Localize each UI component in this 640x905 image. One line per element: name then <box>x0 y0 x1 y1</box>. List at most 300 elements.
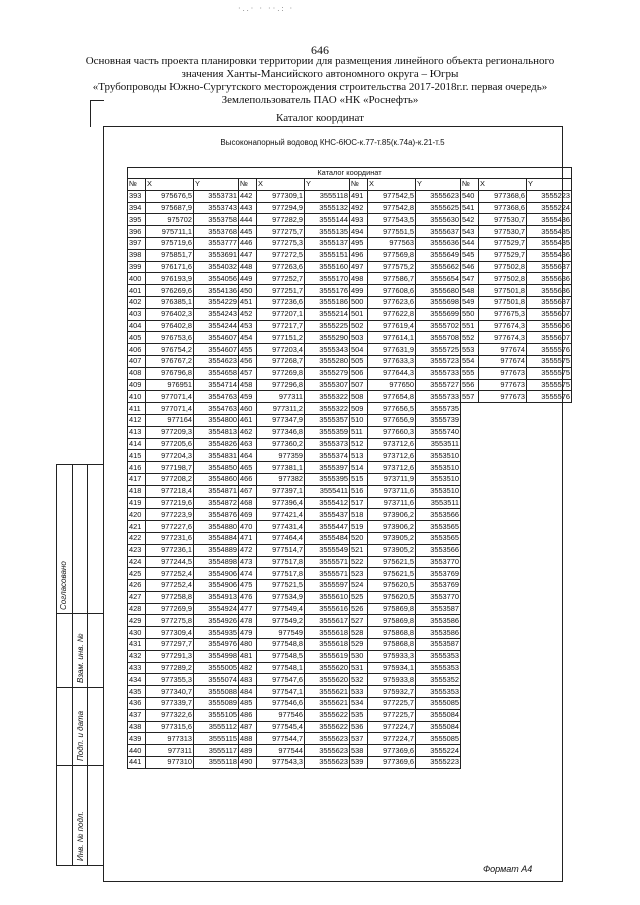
point-number: 410 <box>128 391 146 403</box>
point-number: 418 <box>128 485 146 497</box>
col-header-no: № <box>128 179 146 191</box>
x-coordinate: 977543,3 <box>257 757 305 769</box>
table-row <box>128 332 572 344</box>
x-coordinate: 977619,4 <box>368 320 416 332</box>
y-coordinate: 3555343 <box>305 344 350 356</box>
table-row <box>128 591 572 603</box>
y-coordinate: 3555117 <box>194 745 239 757</box>
point-number: 492 <box>350 202 368 214</box>
point-number: 465 <box>239 462 257 474</box>
y-coordinate: 3555623 <box>305 757 350 769</box>
y-coordinate: 3553586 <box>416 627 461 639</box>
col-header-y: Y <box>194 179 239 191</box>
x-coordinate: 977275,8 <box>146 615 194 627</box>
x-coordinate: 977530,7 <box>479 214 527 226</box>
x-coordinate: 977396,4 <box>257 497 305 509</box>
point-number: 414 <box>128 438 146 450</box>
table-row <box>128 355 572 367</box>
y-coordinate: 3553770 <box>416 591 461 603</box>
point-number: 400 <box>128 273 146 285</box>
point-number: 442 <box>239 190 257 202</box>
empty-cell <box>461 544 479 556</box>
x-coordinate: 977545,4 <box>257 721 305 733</box>
point-number: 484 <box>239 686 257 698</box>
x-coordinate: 977263,6 <box>257 261 305 273</box>
point-number: 460 <box>239 403 257 415</box>
table-row <box>128 367 572 379</box>
x-coordinate: 977236,1 <box>146 544 194 556</box>
x-coordinate: 977502,8 <box>479 273 527 285</box>
point-number: 417 <box>128 473 146 485</box>
table-row <box>128 627 572 639</box>
x-coordinate: 973906,2 <box>368 521 416 533</box>
point-number: 403 <box>128 308 146 320</box>
point-number: 416 <box>128 462 146 474</box>
x-coordinate: 977542,5 <box>368 190 416 202</box>
y-coordinate: 3555616 <box>305 603 350 615</box>
x-coordinate: 977205,6 <box>146 438 194 450</box>
point-number: 482 <box>239 662 257 674</box>
coordinate-table <box>127 167 572 769</box>
y-coordinate: 3553770 <box>416 556 461 568</box>
empty-cell <box>479 509 527 521</box>
y-coordinate: 3554926 <box>194 615 239 627</box>
point-number: 509 <box>350 403 368 415</box>
point-number: 478 <box>239 615 257 627</box>
empty-cell <box>461 403 479 415</box>
x-coordinate: 977501,8 <box>479 285 527 297</box>
table-row <box>128 556 572 568</box>
y-coordinate: 3555702 <box>416 320 461 332</box>
x-coordinate: 977368,6 <box>479 190 527 202</box>
point-number: 519 <box>350 521 368 533</box>
y-coordinate: 3554800 <box>194 414 239 426</box>
y-coordinate: 3553565 <box>416 532 461 544</box>
point-number: 488 <box>239 733 257 745</box>
point-number: 493 <box>350 214 368 226</box>
y-coordinate: 3554876 <box>194 509 239 521</box>
point-number: 456 <box>239 355 257 367</box>
empty-cell <box>461 521 479 533</box>
heading-line-2: значения Ханты-Мансийского автономного округа – Югры <box>181 68 459 80</box>
point-number: 495 <box>350 237 368 249</box>
point-number: 540 <box>461 190 479 202</box>
x-coordinate: 977269,8 <box>257 367 305 379</box>
y-coordinate: 3553510 <box>416 450 461 462</box>
y-coordinate: 3555723 <box>416 355 461 367</box>
x-coordinate: 977369,6 <box>368 757 416 769</box>
x-coordinate: 977251,7 <box>257 285 305 297</box>
point-number: 474 <box>239 568 257 580</box>
y-coordinate: 3555620 <box>305 674 350 686</box>
y-coordinate: 3555412 <box>305 497 350 509</box>
empty-cell <box>461 485 479 497</box>
y-coordinate: 3555436 <box>527 214 572 226</box>
y-coordinate: 3555623 <box>305 733 350 745</box>
empty-cell <box>479 532 527 544</box>
point-number: 511 <box>350 426 368 438</box>
point-number: 500 <box>350 296 368 308</box>
point-number: 555 <box>461 367 479 379</box>
point-number: 485 <box>239 698 257 710</box>
point-number: 508 <box>350 391 368 403</box>
point-number: 445 <box>239 226 257 238</box>
y-coordinate: 3553510 <box>416 462 461 474</box>
empty-cell <box>461 497 479 509</box>
y-coordinate: 3553511 <box>416 438 461 450</box>
x-coordinate: 977275,7 <box>257 226 305 238</box>
y-coordinate: 3555322 <box>305 391 350 403</box>
x-coordinate: 973712,6 <box>368 462 416 474</box>
empty-cell <box>479 473 527 485</box>
point-number: 463 <box>239 438 257 450</box>
x-coordinate: 975719,6 <box>146 237 194 249</box>
point-number: 397 <box>128 237 146 249</box>
y-coordinate: 3555214 <box>305 308 350 320</box>
point-number: 535 <box>350 709 368 721</box>
point-number: 427 <box>128 591 146 603</box>
y-coordinate: 3555132 <box>305 202 350 214</box>
heading-line-3: «Трубопроводы Южно-Сургутского месторождения строительства 2017-2018г.г. первая очередь» <box>92 81 548 93</box>
point-number: 436 <box>128 698 146 710</box>
x-coordinate: 976796,8 <box>146 367 194 379</box>
point-number: 449 <box>239 273 257 285</box>
empty-cell <box>479 591 527 603</box>
empty-cell <box>527 580 572 592</box>
x-coordinate: 976754,2 <box>146 344 194 356</box>
x-coordinate: 977236,6 <box>257 296 305 308</box>
empty-cell <box>461 662 479 674</box>
empty-cell <box>527 721 572 733</box>
x-coordinate: 977208,2 <box>146 473 194 485</box>
table-row <box>128 344 572 356</box>
table-row <box>128 403 572 415</box>
y-coordinate: 3555607 <box>527 332 572 344</box>
x-coordinate: 977252,4 <box>146 580 194 592</box>
x-coordinate: 977575,2 <box>368 261 416 273</box>
x-coordinate: 976767,2 <box>146 355 194 367</box>
frame-corner-tick-vertical <box>90 100 91 127</box>
table-row <box>128 320 572 332</box>
point-number: 440 <box>128 745 146 757</box>
point-number: 517 <box>350 497 368 509</box>
x-coordinate: 975933,8 <box>368 674 416 686</box>
empty-cell <box>479 674 527 686</box>
x-coordinate: 977529,7 <box>479 249 527 261</box>
x-coordinate: 977549 <box>257 627 305 639</box>
y-coordinate: 3554607 <box>194 344 239 356</box>
point-number: 429 <box>128 615 146 627</box>
empty-cell <box>527 556 572 568</box>
point-number: 443 <box>239 202 257 214</box>
x-coordinate: 977544,7 <box>257 733 305 745</box>
point-number: 551 <box>461 320 479 332</box>
x-coordinate: 977309,1 <box>257 190 305 202</box>
empty-cell <box>527 426 572 438</box>
table-row <box>128 662 572 674</box>
y-coordinate: 3554658 <box>194 367 239 379</box>
empty-cell <box>461 686 479 698</box>
point-number: 505 <box>350 355 368 367</box>
x-coordinate: 977294,9 <box>257 202 305 214</box>
heading-line-1: Основная часть проекта планировки территории для размещения линейного объекта регионального <box>85 55 555 67</box>
x-coordinate: 977517,8 <box>257 556 305 568</box>
x-coordinate: 976171,6 <box>146 261 194 273</box>
y-coordinate: 3555699 <box>416 308 461 320</box>
y-coordinate: 3555620 <box>305 662 350 674</box>
empty-cell <box>461 709 479 721</box>
empty-cell <box>461 568 479 580</box>
empty-cell <box>527 627 572 639</box>
point-number: 419 <box>128 497 146 509</box>
x-coordinate: 977548,1 <box>257 662 305 674</box>
point-number: 531 <box>350 662 368 674</box>
empty-cell <box>479 650 527 662</box>
x-coordinate: 975932,7 <box>368 686 416 698</box>
empty-cell <box>461 639 479 651</box>
x-coordinate: 975620,5 <box>368 580 416 592</box>
point-number: 470 <box>239 521 257 533</box>
x-coordinate: 975620,5 <box>368 591 416 603</box>
table-row <box>128 745 572 757</box>
x-coordinate: 977660,3 <box>368 426 416 438</box>
x-coordinate: 977656,9 <box>368 414 416 426</box>
x-coordinate: 977675,3 <box>479 308 527 320</box>
point-number: 506 <box>350 367 368 379</box>
table-row <box>128 733 572 745</box>
stamp-label-signature-date: Подп. и дата <box>76 710 85 761</box>
x-coordinate: 977514,7 <box>257 544 305 556</box>
stamp-column-label <box>57 465 73 865</box>
x-coordinate: 977252,4 <box>146 568 194 580</box>
x-coordinate: 976402,3 <box>146 308 194 320</box>
empty-cell <box>527 473 572 485</box>
y-coordinate: 3555637 <box>527 261 572 273</box>
empty-cell <box>527 757 572 769</box>
x-coordinate: 976193,9 <box>146 273 194 285</box>
empty-cell <box>527 485 572 497</box>
point-number: 557 <box>461 391 479 403</box>
x-coordinate: 977673 <box>479 379 527 391</box>
table-row <box>128 615 572 627</box>
table-row <box>128 639 572 651</box>
point-number: 425 <box>128 568 146 580</box>
point-number: 458 <box>239 379 257 391</box>
point-number: 409 <box>128 379 146 391</box>
empty-cell <box>461 414 479 426</box>
table-row <box>128 721 572 733</box>
x-coordinate: 977311,2 <box>257 403 305 415</box>
y-coordinate: 3553758 <box>194 214 239 226</box>
y-coordinate: 3554136 <box>194 285 239 297</box>
table-row <box>128 509 572 521</box>
x-coordinate: 977563 <box>368 237 416 249</box>
y-coordinate: 3555322 <box>305 403 350 415</box>
point-number: 536 <box>350 721 368 733</box>
y-coordinate: 3555733 <box>416 391 461 403</box>
y-coordinate: 3555597 <box>305 580 350 592</box>
point-number: 434 <box>128 674 146 686</box>
x-coordinate: 977359 <box>257 450 305 462</box>
empty-cell <box>461 580 479 592</box>
empty-cell <box>527 650 572 662</box>
table-row <box>128 249 572 261</box>
empty-cell <box>461 650 479 662</box>
empty-cell <box>527 403 572 415</box>
point-number: 512 <box>350 438 368 450</box>
y-coordinate: 3555447 <box>305 521 350 533</box>
y-coordinate: 3555005 <box>194 662 239 674</box>
point-number: 477 <box>239 603 257 615</box>
point-number: 438 <box>128 721 146 733</box>
empty-cell <box>479 438 527 450</box>
x-coordinate: 977310 <box>146 757 194 769</box>
point-number: 467 <box>239 485 257 497</box>
empty-cell <box>461 591 479 603</box>
table-row <box>128 226 572 238</box>
empty-cell <box>527 462 572 474</box>
empty-cell <box>479 568 527 580</box>
x-coordinate: 977296,8 <box>257 379 305 391</box>
x-coordinate: 977297,7 <box>146 639 194 651</box>
point-number: 530 <box>350 650 368 662</box>
y-coordinate: 3555307 <box>305 379 350 391</box>
y-coordinate: 3554763 <box>194 391 239 403</box>
x-coordinate: 977151,2 <box>257 332 305 344</box>
y-coordinate: 3553511 <box>416 497 461 509</box>
x-coordinate: 977650 <box>368 379 416 391</box>
x-coordinate: 977502,8 <box>479 261 527 273</box>
x-coordinate: 977614,1 <box>368 332 416 344</box>
x-coordinate: 977431,4 <box>257 521 305 533</box>
point-number: 510 <box>350 414 368 426</box>
y-coordinate: 3555118 <box>305 190 350 202</box>
empty-cell <box>479 615 527 627</box>
x-coordinate: 977534,9 <box>257 591 305 603</box>
y-coordinate: 3555437 <box>305 509 350 521</box>
table-row <box>128 686 572 698</box>
y-coordinate: 3555619 <box>305 650 350 662</box>
y-coordinate: 3555170 <box>305 273 350 285</box>
empty-cell <box>461 438 479 450</box>
empty-cell <box>461 674 479 686</box>
y-coordinate: 3555575 <box>527 367 572 379</box>
y-coordinate: 3555708 <box>416 332 461 344</box>
y-coordinate: 3554032 <box>194 261 239 273</box>
point-number: 516 <box>350 485 368 497</box>
y-coordinate: 3555654 <box>416 273 461 285</box>
y-coordinate: 3555623 <box>305 745 350 757</box>
x-coordinate: 977623,6 <box>368 296 416 308</box>
point-number: 522 <box>350 556 368 568</box>
x-coordinate: 976269,6 <box>146 285 194 297</box>
point-number: 496 <box>350 249 368 261</box>
point-number: 486 <box>239 709 257 721</box>
empty-cell <box>527 532 572 544</box>
col-header-y: Y <box>416 179 461 191</box>
y-coordinate: 3554998 <box>194 650 239 662</box>
x-coordinate: 977673 <box>479 391 527 403</box>
table-row <box>128 214 572 226</box>
point-number: 541 <box>461 202 479 214</box>
empty-cell <box>461 615 479 627</box>
point-number: 483 <box>239 674 257 686</box>
stamp-divider <box>57 687 104 688</box>
y-coordinate: 3555074 <box>194 674 239 686</box>
x-coordinate: 977311 <box>257 391 305 403</box>
x-coordinate: 975869,8 <box>368 615 416 627</box>
x-coordinate: 977207,1 <box>257 308 305 320</box>
point-number: 533 <box>350 686 368 698</box>
y-coordinate: 3553731 <box>194 190 239 202</box>
y-coordinate: 3555353 <box>416 686 461 698</box>
y-coordinate: 3555575 <box>527 379 572 391</box>
y-coordinate: 3555137 <box>305 237 350 249</box>
empty-cell <box>527 745 572 757</box>
x-coordinate: 977544 <box>257 745 305 757</box>
point-number: 520 <box>350 532 368 544</box>
point-number: 524 <box>350 580 368 592</box>
y-coordinate: 3555621 <box>305 698 350 710</box>
point-number: 393 <box>128 190 146 202</box>
y-coordinate: 3554906 <box>194 580 239 592</box>
point-number: 545 <box>461 249 479 261</box>
point-number: 475 <box>239 580 257 592</box>
point-number: 395 <box>128 214 146 226</box>
x-coordinate: 977347,9 <box>257 414 305 426</box>
point-number: 469 <box>239 509 257 521</box>
x-coordinate: 975711,1 <box>146 226 194 238</box>
y-coordinate: 3554714 <box>194 379 239 391</box>
x-coordinate: 977252,7 <box>257 273 305 285</box>
point-number: 471 <box>239 532 257 544</box>
empty-cell <box>479 497 527 509</box>
table-row <box>128 285 572 297</box>
point-number: 430 <box>128 627 146 639</box>
point-number: 480 <box>239 639 257 651</box>
point-number: 546 <box>461 261 479 273</box>
point-number: 499 <box>350 285 368 297</box>
point-number: 487 <box>239 721 257 733</box>
empty-cell <box>527 698 572 710</box>
empty-cell <box>461 733 479 745</box>
x-coordinate: 977548,5 <box>257 650 305 662</box>
y-coordinate: 3555279 <box>305 367 350 379</box>
point-number: 497 <box>350 261 368 273</box>
y-coordinate: 3555576 <box>527 344 572 356</box>
point-number: 479 <box>239 627 257 639</box>
x-coordinate: 977275,3 <box>257 237 305 249</box>
point-number: 420 <box>128 509 146 521</box>
x-coordinate: 977633,3 <box>368 355 416 367</box>
y-coordinate: 3555606 <box>527 320 572 332</box>
point-number: 502 <box>350 320 368 332</box>
empty-cell <box>479 556 527 568</box>
table-row <box>128 450 572 462</box>
point-number: 394 <box>128 202 146 214</box>
x-coordinate: 977586,7 <box>368 273 416 285</box>
y-coordinate: 3554831 <box>194 450 239 462</box>
table-row <box>128 391 572 403</box>
point-number: 537 <box>350 733 368 745</box>
x-coordinate: 977071,4 <box>146 391 194 403</box>
x-coordinate: 977315,6 <box>146 721 194 733</box>
point-number: 424 <box>128 556 146 568</box>
empty-cell <box>461 603 479 615</box>
y-coordinate: 3555436 <box>527 249 572 261</box>
point-number: 413 <box>128 426 146 438</box>
table-row <box>128 190 572 202</box>
